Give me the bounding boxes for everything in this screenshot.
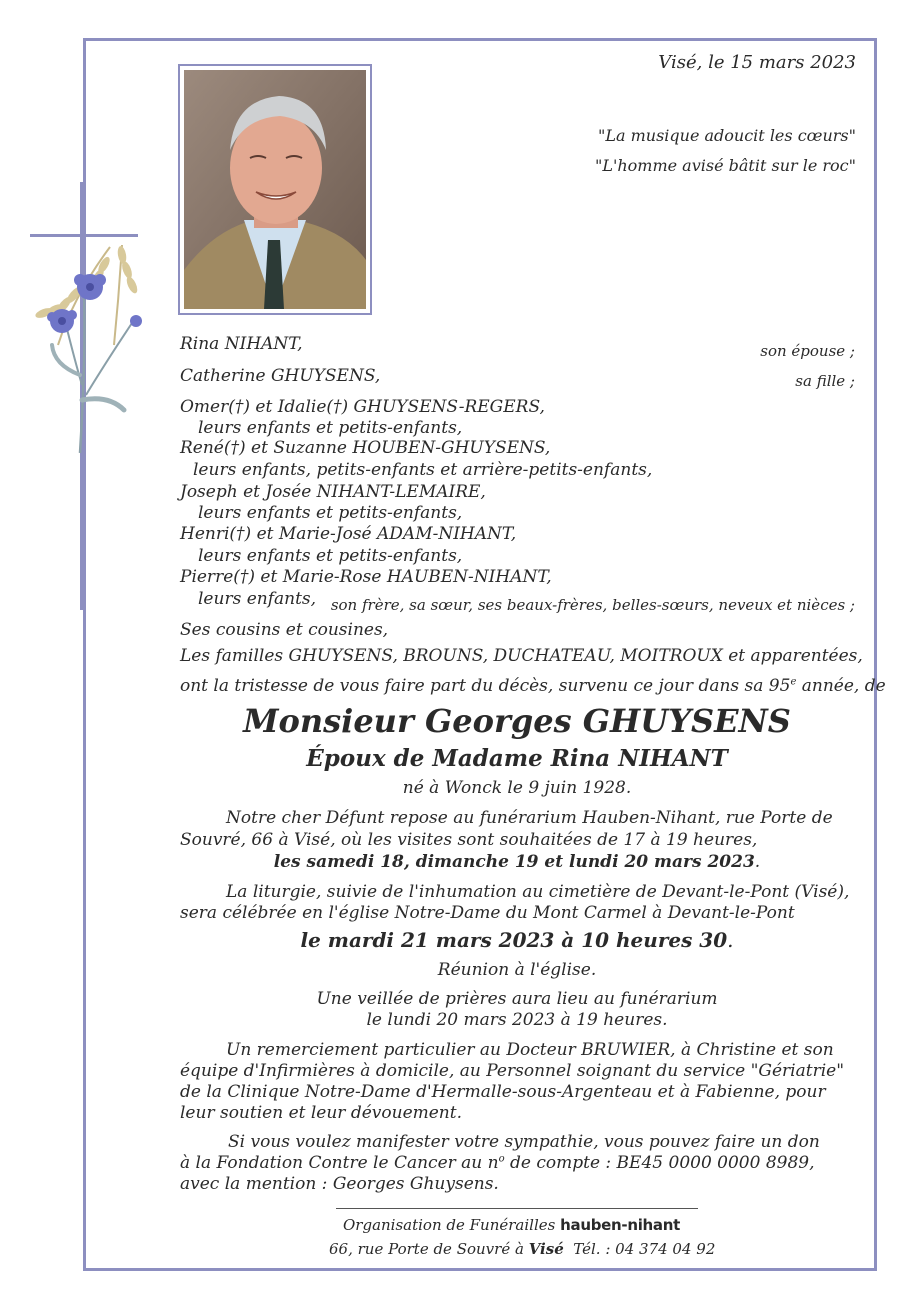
footer-organisation: Organisation de Funérailles hauben-nihant	[343, 1216, 680, 1234]
donation-line: Si vous voulez manifester votre sympathie, vous pouvez faire un don	[228, 1132, 820, 1152]
thanks-line: leur soutien et leur dévouement.	[180, 1103, 462, 1123]
visits-line: Souvré, 66 à Visé, où les visites sont souhaitées de 17 à 19 heures,	[180, 830, 758, 850]
footer-separator	[336, 1208, 698, 1209]
liturgy-line: sera célébrée en l'église Notre-Dame du Mont Carmel à Devant-le-Pont	[180, 903, 795, 923]
notice-date: Visé, le 15 mars 2023	[658, 52, 856, 73]
thanks-line: équipe d'Infirmières à domicile, au Personnel soignant du service "Gériatrie"	[180, 1061, 845, 1081]
quote-1: "La musique adoucit les cœurs"	[597, 126, 856, 145]
deceased-spouse: Époux de Madame Rina NIHANT	[306, 745, 728, 772]
family-line: Pierre(†) et Marie-Rose HAUBEN-NIHANT,	[180, 567, 552, 587]
announcement: ont la tristesse de vous faire part du décès, survenu ce jour dans sa 95e année, de	[180, 676, 886, 696]
family-line: Joseph et Josée NIHANT-LEMAIRE,	[180, 482, 486, 502]
family-line: Henri(†) et Marie-José ADAM-NIHANT,	[180, 524, 517, 544]
liturgy-datetime: le mardi 21 mars 2023 à 10 heures 30.	[300, 928, 734, 952]
visits-dates: les samedi 18, dimanche 19 et lundi 20 mars 2023.	[273, 852, 761, 872]
deceased-name: Monsieur Georges GHUYSENS	[243, 702, 791, 740]
vigil-line: Une veillée de prières aura lieu au funérarium	[316, 989, 718, 1009]
family-line: leurs enfants et petits-enfants,	[198, 418, 463, 438]
portrait-frame	[178, 64, 372, 315]
vigil-line: le lundi 20 mars 2023 à 19 heures.	[366, 1010, 668, 1030]
footer-address: 66, rue Porte de Souvré à Visé Tél. : 04 374 04 92	[329, 1240, 716, 1258]
thanks-line: Un remerciement particulier au Docteur BRUWIER, à Christine et son	[226, 1040, 834, 1060]
portrait-photo	[184, 70, 366, 309]
cornflower-wheat-illustration	[14, 225, 154, 455]
family-relation: son épouse ;	[760, 342, 855, 360]
family-line: leurs enfants,	[198, 589, 317, 609]
family-relation: sa fille ;	[795, 372, 855, 390]
family-line: René(†) et Suzanne HOUBEN-GHUYSENS,	[180, 438, 551, 458]
family-line: leurs enfants et petits-enfants,	[198, 503, 463, 523]
family-line: Ses cousins et cousines,	[180, 620, 389, 640]
family-line: Omer(†) et Idalie(†) GHUYSENS-REGERS,	[180, 397, 545, 417]
liturgy-meeting: Réunion à l'église.	[437, 960, 597, 980]
quote-2: "L'homme avisé bâtit sur le roc"	[594, 156, 856, 175]
family-line: Rina NIHANT,	[180, 334, 303, 354]
deceased-birth: né à Wonck le 9 juin 1928.	[402, 778, 632, 798]
donation-line: à la Fondation Contre le Cancer au $n^o$ de compte : BE45 0000 0000 8989,	[180, 1153, 815, 1173]
liturgy-line: La liturgie, suivie de l'inhumation au cimetière de Devant-le-Pont (Visé),	[226, 882, 850, 902]
visits-line: Notre cher Défunt repose au funérarium Hauben-Nihant, rue Porte de	[226, 808, 833, 828]
family-line: Catherine GHUYSENS,	[180, 366, 381, 386]
family-line: Les familles GHUYSENS, BROUNS, DUCHATEAU, MOITROUX et apparentées,	[180, 646, 863, 666]
donation-line: avec la mention : Georges Ghuysens.	[180, 1174, 499, 1194]
family-line: leurs enfants, petits-enfants et arrière-petits-enfants,	[193, 460, 653, 480]
thanks-line: de la Clinique Notre-Dame d'Hermalle-sous-Argenteau et à Fabienne, pour	[180, 1082, 826, 1102]
family-relation: son frère, sa sœur, ses beaux-frères, belles-sœurs, neveux et nièces ;	[330, 596, 855, 614]
family-line: leurs enfants et petits-enfants,	[198, 546, 463, 566]
brand-logo: hauben-nihant	[560, 1216, 680, 1234]
